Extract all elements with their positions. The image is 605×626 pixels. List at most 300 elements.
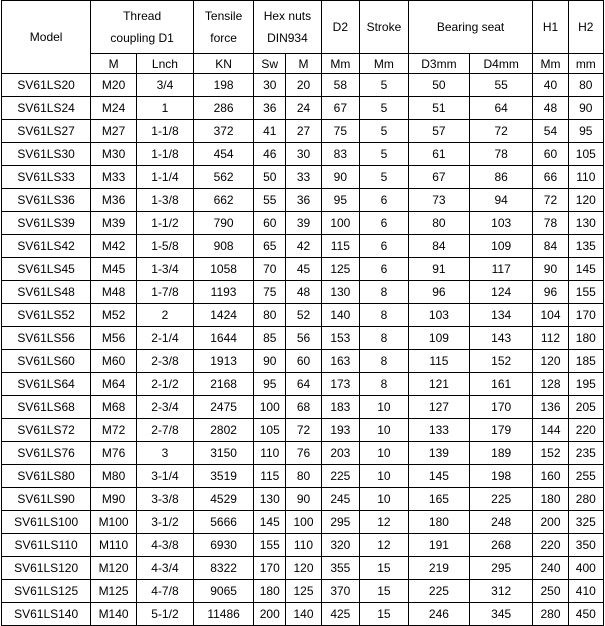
cell-hexnut-m: 39 bbox=[286, 212, 321, 235]
cell-model: SV61LS27 bbox=[2, 120, 91, 143]
cell-model: SV61LS64 bbox=[2, 373, 91, 396]
cell-hexnut-sw: 100 bbox=[254, 396, 286, 419]
cell-thread-m: M125 bbox=[91, 580, 137, 603]
cell-h1: 136 bbox=[533, 396, 568, 419]
cell-d2: 245 bbox=[321, 488, 359, 511]
cell-h2: 400 bbox=[568, 557, 603, 580]
cell-d3: 84 bbox=[408, 235, 469, 258]
specification-table bbox=[1, 0, 604, 626]
cell-hexnut-sw: 145 bbox=[254, 511, 286, 534]
cell-hexnut-m: 140 bbox=[286, 603, 321, 626]
cell-h1: 90 bbox=[533, 258, 568, 281]
cell-stroke: 10 bbox=[360, 419, 409, 442]
cell-d3: 191 bbox=[408, 534, 469, 557]
cell-thread-m: M72 bbox=[91, 419, 137, 442]
cell-thread-inch: 1-3/4 bbox=[136, 258, 193, 281]
table-row bbox=[2, 189, 604, 212]
cell-model: SV61LS100 bbox=[2, 511, 91, 534]
cell-h2: 205 bbox=[568, 396, 603, 419]
table-header bbox=[2, 1, 604, 74]
cell-h1: 104 bbox=[533, 304, 568, 327]
cell-d3: 139 bbox=[408, 442, 469, 465]
cell-tensile-force: 2168 bbox=[193, 373, 253, 396]
cell-model: SV61LS90 bbox=[2, 488, 91, 511]
table-body bbox=[2, 74, 604, 626]
cell-tensile-force: 1424 bbox=[193, 304, 253, 327]
cell-h1: 72 bbox=[533, 189, 568, 212]
cell-h2: 235 bbox=[568, 442, 603, 465]
cell-h2: 195 bbox=[568, 373, 603, 396]
cell-d3: 96 bbox=[408, 281, 469, 304]
cell-thread-inch: 2-3/8 bbox=[136, 350, 193, 373]
cell-stroke: 8 bbox=[360, 373, 409, 396]
cell-d2: 370 bbox=[321, 580, 359, 603]
header-thread-line2: coupling D1 bbox=[110, 31, 174, 45]
cell-d2: 425 bbox=[321, 603, 359, 626]
cell-thread-m: M76 bbox=[91, 442, 137, 465]
header-tensile-force bbox=[193, 1, 253, 54]
cell-stroke: 5 bbox=[360, 74, 409, 97]
cell-model: SV61LS76 bbox=[2, 442, 91, 465]
cell-thread-m: M56 bbox=[91, 327, 137, 350]
cell-d3: 61 bbox=[408, 143, 469, 166]
cell-d2: 355 bbox=[321, 557, 359, 580]
cell-d2: 173 bbox=[321, 373, 359, 396]
cell-model: SV61LS30 bbox=[2, 143, 91, 166]
cell-d3: 51 bbox=[408, 97, 469, 120]
cell-stroke: 15 bbox=[360, 580, 409, 603]
cell-hexnut-sw: 130 bbox=[254, 488, 286, 511]
header-d2: D2 bbox=[321, 1, 359, 54]
cell-d4: 55 bbox=[470, 74, 533, 97]
table-row bbox=[2, 97, 604, 120]
cell-thread-m: M68 bbox=[91, 396, 137, 419]
cell-thread-inch: 1-1/8 bbox=[136, 143, 193, 166]
cell-h2: 110 bbox=[568, 166, 603, 189]
table-row bbox=[2, 488, 604, 511]
cell-thread-m: M42 bbox=[91, 235, 137, 258]
table-row bbox=[2, 258, 604, 281]
header-hexnuts-line1: Hex nuts bbox=[263, 9, 312, 23]
cell-hexnut-m: 42 bbox=[286, 235, 321, 258]
cell-d4: 78 bbox=[470, 143, 533, 166]
cell-thread-m: M45 bbox=[91, 258, 137, 281]
cell-thread-inch: 3-1/4 bbox=[136, 465, 193, 488]
cell-hexnut-m: 48 bbox=[286, 281, 321, 304]
cell-h1: 112 bbox=[533, 327, 568, 350]
cell-model: SV61LS24 bbox=[2, 97, 91, 120]
cell-stroke: 10 bbox=[360, 442, 409, 465]
table-row bbox=[2, 419, 604, 442]
header-thread-coupling bbox=[91, 1, 194, 54]
cell-hexnut-m: 33 bbox=[286, 166, 321, 189]
cell-d3: 91 bbox=[408, 258, 469, 281]
cell-h1: 120 bbox=[533, 350, 568, 373]
cell-stroke: 6 bbox=[360, 189, 409, 212]
cell-hexnut-m: 24 bbox=[286, 97, 321, 120]
cell-h1: 240 bbox=[533, 557, 568, 580]
cell-thread-inch: 4-7/8 bbox=[136, 580, 193, 603]
cell-tensile-force: 1913 bbox=[193, 350, 253, 373]
cell-h1: 200 bbox=[533, 511, 568, 534]
cell-thread-inch: 2-3/4 bbox=[136, 396, 193, 419]
cell-h2: 450 bbox=[568, 603, 603, 626]
cell-hexnut-m: 36 bbox=[286, 189, 321, 212]
cell-d2: 140 bbox=[321, 304, 359, 327]
cell-tensile-force: 1193 bbox=[193, 281, 253, 304]
cell-d3: 103 bbox=[408, 304, 469, 327]
cell-model: SV61LS36 bbox=[2, 189, 91, 212]
cell-h1: 144 bbox=[533, 419, 568, 442]
cell-d3: 80 bbox=[408, 212, 469, 235]
table-row bbox=[2, 557, 604, 580]
cell-hexnut-m: 110 bbox=[286, 534, 321, 557]
cell-d3: 145 bbox=[408, 465, 469, 488]
cell-thread-inch: 3/4 bbox=[136, 74, 193, 97]
cell-hexnut-m: 120 bbox=[286, 557, 321, 580]
cell-h2: 180 bbox=[568, 327, 603, 350]
table-row bbox=[2, 603, 604, 626]
cell-hexnut-sw: 50 bbox=[254, 166, 286, 189]
cell-thread-inch: 1-1/8 bbox=[136, 120, 193, 143]
cell-h2: 170 bbox=[568, 304, 603, 327]
cell-d3: 219 bbox=[408, 557, 469, 580]
cell-model: SV61LS110 bbox=[2, 534, 91, 557]
header-h1: H1 bbox=[533, 1, 568, 54]
cell-h1: 250 bbox=[533, 580, 568, 603]
header-row-units bbox=[2, 54, 604, 74]
cell-tensile-force: 1644 bbox=[193, 327, 253, 350]
table-row bbox=[2, 534, 604, 557]
cell-d3: 67 bbox=[408, 166, 469, 189]
cell-hexnut-sw: 105 bbox=[254, 419, 286, 442]
cell-stroke: 5 bbox=[360, 97, 409, 120]
table-row bbox=[2, 511, 604, 534]
cell-tensile-force: 286 bbox=[193, 97, 253, 120]
cell-h2: 185 bbox=[568, 350, 603, 373]
cell-d4: 198 bbox=[470, 465, 533, 488]
table-row bbox=[2, 350, 604, 373]
cell-hexnut-m: 72 bbox=[286, 419, 321, 442]
cell-tensile-force: 11486 bbox=[193, 603, 253, 626]
cell-thread-inch: 2-1/4 bbox=[136, 327, 193, 350]
cell-model: SV61LS39 bbox=[2, 212, 91, 235]
cell-h1: 60 bbox=[533, 143, 568, 166]
cell-d4: 64 bbox=[470, 97, 533, 120]
cell-hexnut-m: 80 bbox=[286, 465, 321, 488]
cell-thread-inch: 3-3/8 bbox=[136, 488, 193, 511]
cell-d4: 109 bbox=[470, 235, 533, 258]
cell-hexnut-sw: 95 bbox=[254, 373, 286, 396]
cell-d4: 86 bbox=[470, 166, 533, 189]
cell-d3: 57 bbox=[408, 120, 469, 143]
table-row bbox=[2, 327, 604, 350]
cell-hexnut-sw: 36 bbox=[254, 97, 286, 120]
table-row bbox=[2, 465, 604, 488]
cell-hexnut-sw: 80 bbox=[254, 304, 286, 327]
cell-d2: 130 bbox=[321, 281, 359, 304]
cell-d4: 170 bbox=[470, 396, 533, 419]
cell-h2: 155 bbox=[568, 281, 603, 304]
cell-stroke: 6 bbox=[360, 212, 409, 235]
cell-d2: 67 bbox=[321, 97, 359, 120]
cell-thread-inch: 4-3/4 bbox=[136, 557, 193, 580]
cell-h2: 95 bbox=[568, 120, 603, 143]
cell-d3: 115 bbox=[408, 350, 469, 373]
cell-thread-inch: 2-1/2 bbox=[136, 373, 193, 396]
cell-stroke: 10 bbox=[360, 465, 409, 488]
cell-d4: 152 bbox=[470, 350, 533, 373]
cell-h1: 96 bbox=[533, 281, 568, 304]
table-row bbox=[2, 235, 604, 258]
header-model: Model bbox=[2, 1, 91, 74]
cell-h1: 84 bbox=[533, 235, 568, 258]
cell-thread-m: M64 bbox=[91, 373, 137, 396]
table-row bbox=[2, 74, 604, 97]
header-row-groups bbox=[2, 1, 604, 54]
cell-d4: 225 bbox=[470, 488, 533, 511]
cell-d4: 124 bbox=[470, 281, 533, 304]
cell-tensile-force: 908 bbox=[193, 235, 253, 258]
subheader-d2-unit: Mm bbox=[321, 54, 359, 74]
cell-hexnut-sw: 70 bbox=[254, 258, 286, 281]
cell-model: SV61LS52 bbox=[2, 304, 91, 327]
cell-thread-inch: 1-7/8 bbox=[136, 281, 193, 304]
cell-h2: 255 bbox=[568, 465, 603, 488]
cell-hexnut-sw: 155 bbox=[254, 534, 286, 557]
cell-d4: 179 bbox=[470, 419, 533, 442]
cell-d4: 295 bbox=[470, 557, 533, 580]
header-tensile-line2: force bbox=[210, 31, 237, 45]
cell-hexnut-sw: 60 bbox=[254, 212, 286, 235]
cell-d3: 50 bbox=[408, 74, 469, 97]
cell-hexnut-m: 52 bbox=[286, 304, 321, 327]
cell-h1: 66 bbox=[533, 166, 568, 189]
cell-stroke: 6 bbox=[360, 235, 409, 258]
cell-hexnut-sw: 200 bbox=[254, 603, 286, 626]
cell-thread-inch: 1-3/8 bbox=[136, 189, 193, 212]
header-bearing-seat: Bearing seat bbox=[408, 1, 533, 54]
cell-stroke: 12 bbox=[360, 534, 409, 557]
cell-hexnut-sw: 85 bbox=[254, 327, 286, 350]
cell-hexnut-m: 20 bbox=[286, 74, 321, 97]
table-row bbox=[2, 442, 604, 465]
cell-d4: 72 bbox=[470, 120, 533, 143]
cell-h2: 130 bbox=[568, 212, 603, 235]
cell-d3: 127 bbox=[408, 396, 469, 419]
cell-stroke: 8 bbox=[360, 304, 409, 327]
cell-d2: 320 bbox=[321, 534, 359, 557]
cell-hexnut-m: 100 bbox=[286, 511, 321, 534]
cell-d2: 225 bbox=[321, 465, 359, 488]
table-row bbox=[2, 281, 604, 304]
cell-thread-m: M52 bbox=[91, 304, 137, 327]
cell-hexnut-m: 27 bbox=[286, 120, 321, 143]
cell-tensile-force: 454 bbox=[193, 143, 253, 166]
cell-stroke: 5 bbox=[360, 143, 409, 166]
cell-thread-m: M24 bbox=[91, 97, 137, 120]
cell-hexnut-sw: 90 bbox=[254, 350, 286, 373]
header-h2: H2 bbox=[568, 1, 603, 54]
cell-model: SV61LS45 bbox=[2, 258, 91, 281]
cell-h1: 280 bbox=[533, 603, 568, 626]
cell-d2: 193 bbox=[321, 419, 359, 442]
cell-d4: 94 bbox=[470, 189, 533, 212]
cell-hexnut-m: 60 bbox=[286, 350, 321, 373]
cell-hexnut-m: 30 bbox=[286, 143, 321, 166]
cell-hexnut-m: 90 bbox=[286, 488, 321, 511]
cell-d3: 225 bbox=[408, 580, 469, 603]
cell-hexnut-sw: 180 bbox=[254, 580, 286, 603]
cell-hexnut-sw: 30 bbox=[254, 74, 286, 97]
cell-d3: 121 bbox=[408, 373, 469, 396]
table-row bbox=[2, 373, 604, 396]
cell-stroke: 15 bbox=[360, 603, 409, 626]
cell-d3: 165 bbox=[408, 488, 469, 511]
cell-model: SV61LS42 bbox=[2, 235, 91, 258]
cell-thread-m: M27 bbox=[91, 120, 137, 143]
header-tensile-line1: Tensile bbox=[204, 9, 243, 23]
subheader-thread-inch: Lnch bbox=[136, 54, 193, 74]
cell-thread-inch: 1 bbox=[136, 97, 193, 120]
cell-thread-inch: 3 bbox=[136, 442, 193, 465]
subheader-d3: D3mm bbox=[408, 54, 469, 74]
cell-tensile-force: 2802 bbox=[193, 419, 253, 442]
cell-hexnut-sw: 75 bbox=[254, 281, 286, 304]
cell-d2: 83 bbox=[321, 143, 359, 166]
cell-h2: 280 bbox=[568, 488, 603, 511]
cell-d4: 268 bbox=[470, 534, 533, 557]
cell-hexnut-sw: 170 bbox=[254, 557, 286, 580]
cell-thread-m: M80 bbox=[91, 465, 137, 488]
subheader-h2-unit: mm bbox=[568, 54, 603, 74]
cell-thread-m: M60 bbox=[91, 350, 137, 373]
cell-model: SV61LS68 bbox=[2, 396, 91, 419]
cell-stroke: 5 bbox=[360, 120, 409, 143]
cell-stroke: 5 bbox=[360, 166, 409, 189]
cell-h2: 80 bbox=[568, 74, 603, 97]
cell-model: SV61LS72 bbox=[2, 419, 91, 442]
cell-d2: 100 bbox=[321, 212, 359, 235]
cell-d4: 189 bbox=[470, 442, 533, 465]
cell-thread-m: M100 bbox=[91, 511, 137, 534]
cell-d4: 345 bbox=[470, 603, 533, 626]
cell-tensile-force: 6930 bbox=[193, 534, 253, 557]
table-row bbox=[2, 212, 604, 235]
table-row bbox=[2, 304, 604, 327]
cell-h1: 160 bbox=[533, 465, 568, 488]
cell-tensile-force: 3150 bbox=[193, 442, 253, 465]
cell-h2: 220 bbox=[568, 419, 603, 442]
subheader-tensile-unit: KN bbox=[193, 54, 253, 74]
cell-d2: 75 bbox=[321, 120, 359, 143]
table-row bbox=[2, 143, 604, 166]
cell-d4: 134 bbox=[470, 304, 533, 327]
header-thread-line1: Thread bbox=[123, 9, 162, 23]
subheader-h1-unit: Mm bbox=[533, 54, 568, 74]
cell-model: SV61LS48 bbox=[2, 281, 91, 304]
cell-thread-m: M30 bbox=[91, 143, 137, 166]
cell-h2: 120 bbox=[568, 189, 603, 212]
cell-d2: 90 bbox=[321, 166, 359, 189]
subheader-thread-m: M bbox=[91, 54, 137, 74]
header-stroke: Stroke bbox=[360, 1, 409, 54]
header-hexnuts-line2: DIN934 bbox=[267, 31, 308, 45]
cell-h1: 128 bbox=[533, 373, 568, 396]
cell-tensile-force: 198 bbox=[193, 74, 253, 97]
cell-stroke: 15 bbox=[360, 557, 409, 580]
cell-tensile-force: 8322 bbox=[193, 557, 253, 580]
table-row bbox=[2, 120, 604, 143]
cell-tensile-force: 372 bbox=[193, 120, 253, 143]
cell-thread-inch: 2 bbox=[136, 304, 193, 327]
cell-tensile-force: 4529 bbox=[193, 488, 253, 511]
cell-d2: 58 bbox=[321, 74, 359, 97]
cell-thread-m: M140 bbox=[91, 603, 137, 626]
cell-hexnut-m: 64 bbox=[286, 373, 321, 396]
cell-h2: 350 bbox=[568, 534, 603, 557]
cell-stroke: 12 bbox=[360, 511, 409, 534]
cell-stroke: 10 bbox=[360, 488, 409, 511]
cell-thread-m: M120 bbox=[91, 557, 137, 580]
table-row bbox=[2, 396, 604, 419]
table-row bbox=[2, 580, 604, 603]
cell-thread-inch: 1-1/4 bbox=[136, 166, 193, 189]
cell-d4: 161 bbox=[470, 373, 533, 396]
cell-hexnut-sw: 46 bbox=[254, 143, 286, 166]
cell-h1: 48 bbox=[533, 97, 568, 120]
subheader-hexnut-m: M bbox=[286, 54, 321, 74]
cell-h2: 410 bbox=[568, 580, 603, 603]
cell-hexnut-m: 68 bbox=[286, 396, 321, 419]
cell-thread-m: M33 bbox=[91, 166, 137, 189]
cell-thread-inch: 1-1/2 bbox=[136, 212, 193, 235]
header-hex-nuts bbox=[254, 1, 321, 54]
cell-model: SV61LS33 bbox=[2, 166, 91, 189]
cell-d3: 180 bbox=[408, 511, 469, 534]
cell-hexnut-sw: 115 bbox=[254, 465, 286, 488]
cell-model: SV61LS56 bbox=[2, 327, 91, 350]
table-row bbox=[2, 166, 604, 189]
cell-model: SV61LS120 bbox=[2, 557, 91, 580]
cell-stroke: 8 bbox=[360, 327, 409, 350]
cell-model: SV61LS125 bbox=[2, 580, 91, 603]
cell-h1: 180 bbox=[533, 488, 568, 511]
subheader-stroke-unit: Mm bbox=[360, 54, 409, 74]
cell-hexnut-m: 45 bbox=[286, 258, 321, 281]
cell-d4: 103 bbox=[470, 212, 533, 235]
cell-thread-m: M36 bbox=[91, 189, 137, 212]
cell-h1: 78 bbox=[533, 212, 568, 235]
cell-d2: 153 bbox=[321, 327, 359, 350]
cell-stroke: 10 bbox=[360, 396, 409, 419]
cell-d2: 163 bbox=[321, 350, 359, 373]
cell-tensile-force: 662 bbox=[193, 189, 253, 212]
cell-d2: 115 bbox=[321, 235, 359, 258]
cell-h2: 325 bbox=[568, 511, 603, 534]
subheader-hexnut-sw: Sw bbox=[254, 54, 286, 74]
cell-d2: 295 bbox=[321, 511, 359, 534]
cell-hexnut-m: 76 bbox=[286, 442, 321, 465]
cell-d3: 73 bbox=[408, 189, 469, 212]
cell-tensile-force: 9065 bbox=[193, 580, 253, 603]
cell-tensile-force: 3519 bbox=[193, 465, 253, 488]
cell-h2: 105 bbox=[568, 143, 603, 166]
cell-thread-m: M20 bbox=[91, 74, 137, 97]
cell-model: SV61LS20 bbox=[2, 74, 91, 97]
cell-tensile-force: 1058 bbox=[193, 258, 253, 281]
cell-stroke: 8 bbox=[360, 281, 409, 304]
